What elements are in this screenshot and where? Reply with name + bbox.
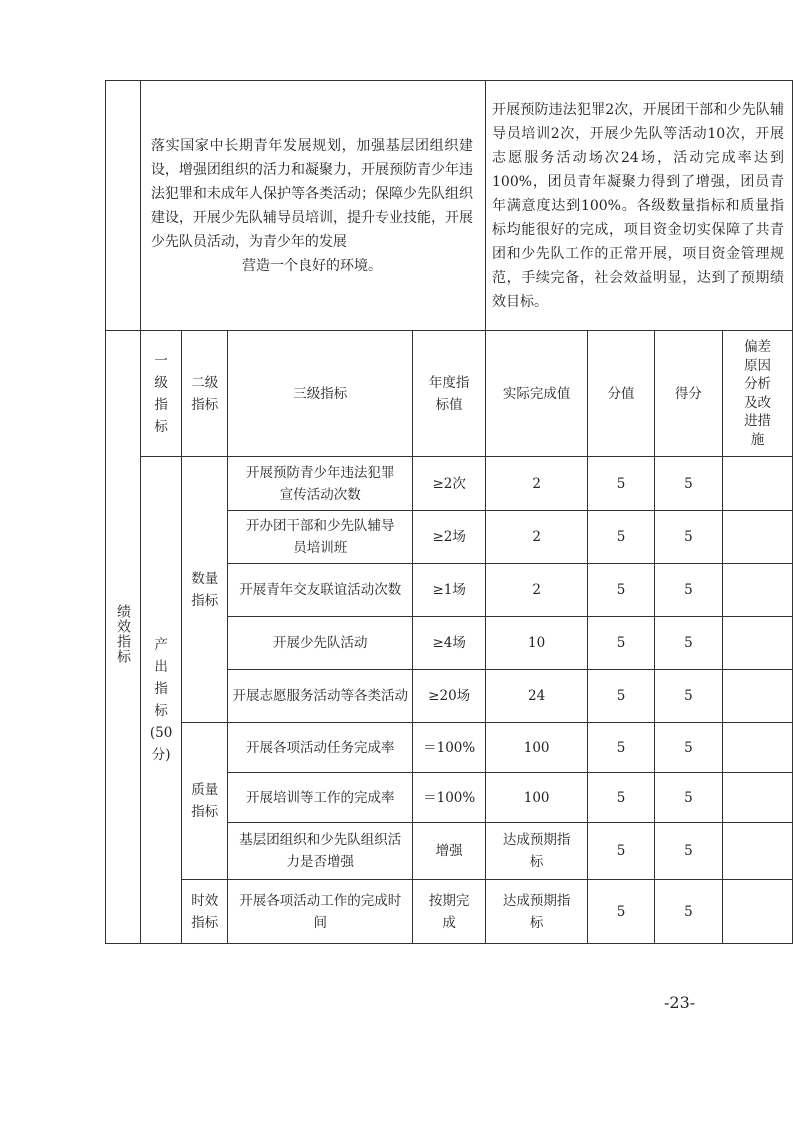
target-cell: ≥20场 — [413, 670, 486, 723]
deviation-cell — [723, 670, 793, 723]
header-deviation: 偏差原因分析及改进措施 — [723, 331, 793, 457]
actual-cell: 100 — [486, 773, 588, 823]
score-cell: 5 — [654, 457, 722, 511]
actual-cell: 10 — [486, 617, 588, 670]
target-cell: 增强 — [413, 823, 486, 880]
actual-cell: 2 — [486, 564, 588, 617]
header-row — [106, 331, 793, 457]
value-cell: 5 — [588, 773, 654, 823]
indicator-cell: 开展预防青少年违法犯罪宣传活动次数 — [228, 457, 413, 511]
indicator-cell: 开办团干部和少先队辅导员培训班 — [228, 511, 413, 564]
actual-cell: 24 — [486, 670, 588, 723]
header-actual: 实际完成值 — [486, 331, 588, 457]
target-cell: ＝100% — [413, 773, 486, 823]
level1-label: 产出指标(50分) — [140, 457, 181, 944]
group-quantity: 数量指标 — [182, 457, 228, 723]
actual-cell: 100 — [486, 723, 588, 773]
target-cell: ≥4场 — [413, 617, 486, 670]
goal-text-cell — [140, 81, 485, 331]
actual-cell: 2 — [486, 457, 588, 511]
completion-text: 开展预防违法犯罪2次，开展团干部和少先队辅导员培训2次，开展少先队等活动10次，开展志愿服务活动场次24场，活动完成率达到100%，团员青年凝聚力得到了增强，团员青年满意度达到100%。各级数量指标和质量指标均能很好的完成，项目资金切实保障了共青团和少先队工作的正常开展，项目资金管理规范，手续完备，社会效益明显，达到了预期绩效目标。 — [486, 81, 793, 331]
score-cell: 5 — [654, 823, 722, 880]
indicator-cell: 开展各项活动工作的完成时间 — [228, 880, 413, 944]
target-cell: 按期完成 — [413, 880, 486, 944]
score-cell: 5 — [654, 773, 722, 823]
score-cell: 5 — [654, 617, 722, 670]
indicator-cell: 开展青年交友联谊活动次数 — [228, 564, 413, 617]
header-level3: 三级指标 — [228, 331, 413, 457]
table-row — [106, 723, 793, 773]
value-cell: 5 — [588, 564, 654, 617]
table-row — [106, 457, 793, 511]
deviation-cell — [723, 880, 793, 944]
target-cell: ≥2次 — [413, 457, 486, 511]
value-cell: 5 — [588, 511, 654, 564]
value-cell: 5 — [588, 617, 654, 670]
target-cell: ＝100% — [413, 723, 486, 773]
indicator-cell: 开展少先队活动 — [228, 617, 413, 670]
header-score-value: 分值 — [588, 331, 654, 457]
value-cell: 5 — [588, 457, 654, 511]
group-timeliness: 时效指标 — [182, 880, 228, 944]
score-cell: 5 — [654, 880, 722, 944]
header-score: 得分 — [654, 331, 722, 457]
deviation-cell — [723, 823, 793, 880]
goal-text: 落实国家中长期青年发展规划，加强基层团组织建设，增强团组织的活力和凝聚力，开展预防青少年违法犯罪和未成年人保护等各类活动；保障少先队组织建设，开展少先队辅导员培训，提升专业技能，开展少先队员活动，为青少年的发展 — [150, 137, 474, 250]
deviation-cell — [723, 564, 793, 617]
indicator-cell: 基层团组织和少先队组织活力是否增强 — [228, 823, 413, 880]
header-level1: 一级指标 — [140, 331, 181, 457]
deviation-cell — [723, 723, 793, 773]
actual-cell: 达成预期指标 — [486, 880, 588, 944]
header-level2: 二级指标 — [182, 331, 228, 457]
score-cell: 5 — [654, 511, 722, 564]
group-quality: 质量指标 — [182, 723, 228, 880]
deviation-cell — [723, 617, 793, 670]
value-cell: 5 — [588, 880, 654, 944]
score-cell: 5 — [654, 723, 722, 773]
goal-text-end: 营造一个良好的环境。 — [241, 257, 382, 274]
page-number: -23- — [664, 993, 696, 1012]
value-cell: 5 — [588, 670, 654, 723]
actual-cell: 达成预期指标 — [486, 823, 588, 880]
deviation-cell — [723, 773, 793, 823]
deviation-cell — [723, 457, 793, 511]
actual-cell: 2 — [486, 511, 588, 564]
goal-row-side-cell — [106, 81, 141, 331]
header-target: 年度指标值 — [413, 331, 486, 457]
target-cell: ≥1场 — [413, 564, 486, 617]
value-cell: 5 — [588, 823, 654, 880]
indicator-cell: 开展各项活动任务完成率 — [228, 723, 413, 773]
indicator-cell: 开展志愿服务活动等各类活动 — [228, 670, 413, 723]
score-cell: 5 — [654, 670, 722, 723]
side-label-cell — [106, 331, 141, 944]
score-cell: 5 — [654, 564, 722, 617]
goal-row — [106, 81, 793, 331]
target-cell: ≥2场 — [413, 511, 486, 564]
indicator-cell: 开展培训等工作的完成率 — [228, 773, 413, 823]
value-cell: 5 — [588, 723, 654, 773]
table-row — [106, 880, 793, 944]
deviation-cell — [723, 511, 793, 564]
performance-table — [105, 80, 793, 944]
side-label: 绩效指标 — [114, 603, 131, 664]
